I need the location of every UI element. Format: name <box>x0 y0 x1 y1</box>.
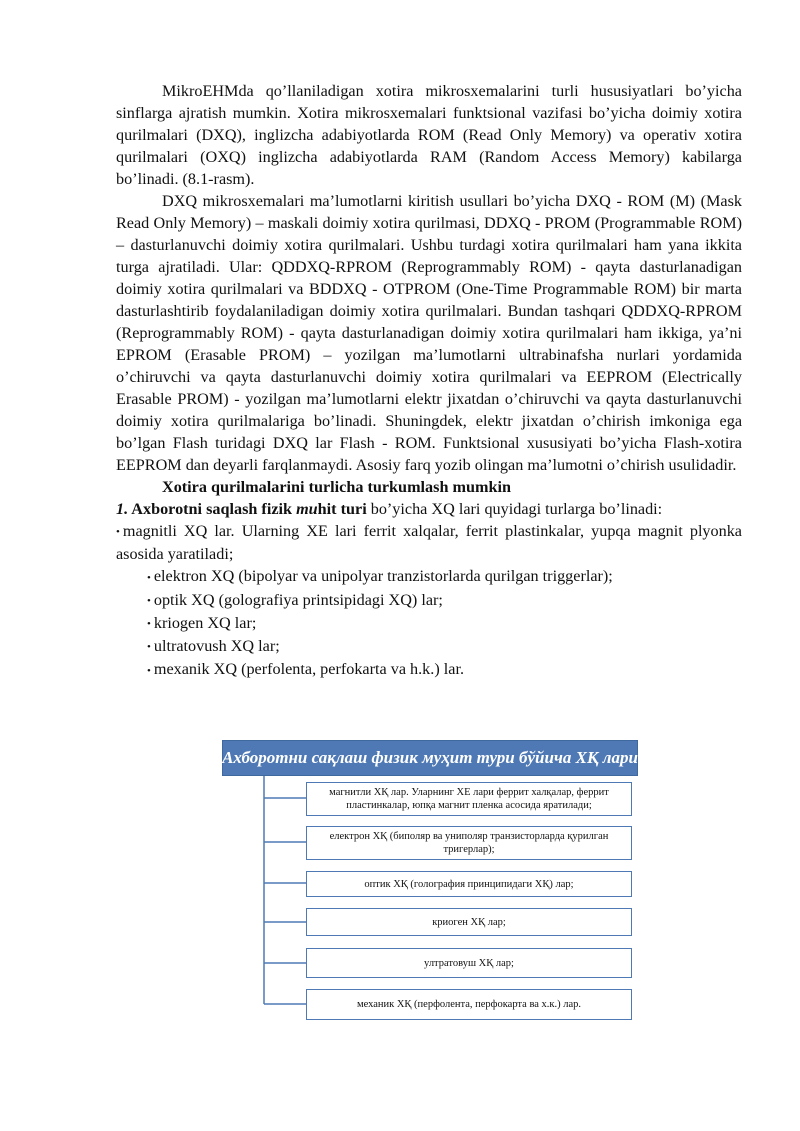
bullet-dot: • <box>116 526 120 539</box>
classification-bold-b: hit turi <box>317 500 367 518</box>
bullet-dot: • <box>147 571 151 584</box>
bullet-item-3: • optik XQ (golografiya printsipidagi XQ) lar; <box>147 590 443 609</box>
bullet-item-2: • elektron XQ (bipolyar va unipolyar tranzistorlarda qurilgan triggerlar); <box>147 567 613 586</box>
bullet-item-1: • magnitli XQ lar. Ularning XE lari ferrit xalqalar, ferrit plastinkalar, yupqa magnit plyonka asosida yaratiladi; <box>116 522 742 564</box>
bullet-item-4: • kriogen XQ lar; <box>147 613 257 632</box>
classification-diagram <box>222 740 638 1025</box>
classification-number: 1. <box>116 500 129 518</box>
diagram-title: Ахборотни сақлаш физик муҳит тури бўйича ХҚ лари <box>222 740 638 776</box>
bullet-item-5: • ultratovush XQ lar; <box>147 637 280 656</box>
paragraph-2: DXQ mikrosxemalari ma’lumotlarni kiritish usullari bo’yicha DXQ - ROM (M) (Mask Read Only Memory) – maskali doimiy xotira qurilmasi, DDXQ - PROM (Programmable ROM) – dasturlanuvchi doimiy xotira qurilmalari. Ushbu turdagi xotira qurilmalari ham yana ikkita turga ajratiladi. Ular: QDDXQ-RPROM (Reprogrammably ROM) - qayta dasturlanadigan doimiy xotira qurilmalari va BDDXQ - OTPROM (One-Time Programmable ROM) bir marta dasturlashtirib foydalaniladigan doimiy xotira qurilmalari. Bundan tashqari QDDXQ-RPROM (Reprogrammably ROM) - qayta dasturlanadigan doimiy xotira qurilmalari ham ikkiga, ya’ni EPROM (Erasable PROM) – yozilgan ma’lumotlarni ultrabinafsha nurlari yordamida o’chiruvchi va qayta dasturlanuvchi doimiy xotira qurilmalari va EEPROM (Electrically Erasable PROM) - yozilgan ma’lumotlarni elektr jixatdan o’chiruvchi va qayta dasturlanuvchi doimiy xotira qurilmalariga bo’linadi. Shuningdek, elektr jixatdan o’chirish imkoniga ega bo’lgan Flash turidagi DXQ lar Flash - ROM. Funktsional xususiyati bo’yicha Flash-xotira EEPROM dan deyarli farqlanmaydi. Asosiy farq yozib olingan ma’lumotni o’chirish usulidadir. <box>116 192 742 474</box>
diagram-box-electronic: електрон ХҚ (биполяр ва униполяр транзисторларда қурилган тригерлар); <box>306 826 632 860</box>
classification-intro <box>116 498 742 520</box>
bullet-dot: • <box>147 641 151 654</box>
section-heading: Xotira qurilmalarini turlicha turkumlash mumkin <box>162 478 511 496</box>
bullet-item-6: • mexanik XQ (perfolenta, perfokarta va h.k.) lar. <box>147 660 464 679</box>
diagram-box-magnetic: магнитли ХҚ лар. Уларнинг ХЕ лари феррит халқалар, феррит пластинкалар, юпқа магнит пленка асосида яратилади; <box>306 782 632 816</box>
classification-bold-italic: mu <box>296 500 318 518</box>
classification-bold-a: Axborotni saqlash fizik <box>131 500 297 518</box>
bullet-dot: • <box>147 594 151 607</box>
body-text <box>116 80 742 682</box>
bullet-list <box>116 565 742 681</box>
diagram-box-ultrasonic: ултратовуш ХҚ лар; <box>306 948 632 978</box>
bullet-dot: • <box>147 664 151 677</box>
diagram-box-mechanical: механик ХҚ (перфолента, перфокарта ва х.к.) лар. <box>306 989 632 1020</box>
diagram-box-cryogenic: криоген ХҚ лар; <box>306 908 632 936</box>
classification-rest: bo’yicha XQ lari quyidagi turlarga bo’linadi: <box>366 500 663 518</box>
diagram-box-optical: оптик ХҚ (голография принципидаги ХҚ) лар; <box>306 871 632 897</box>
bullet-dot: • <box>147 618 151 631</box>
paragraph-1: MikroEHMda qo’llaniladigan xotira mikrosxemalarini turli hususiyatlari bo’yicha sinflarga ajratish mumkin. Xotira mikrosxemalari funktsional vazifasi bo’yicha doimiy xotira qurilmalari (DXQ), inglizcha adabiyotlarda ROM (Read Only Memory) va operativ xotira qurilmalari (OXQ) inglizcha adabiyotlarda RAM (Random Access Memory) kabilarga bo’linadi. (8.1-rasm). <box>116 82 742 188</box>
